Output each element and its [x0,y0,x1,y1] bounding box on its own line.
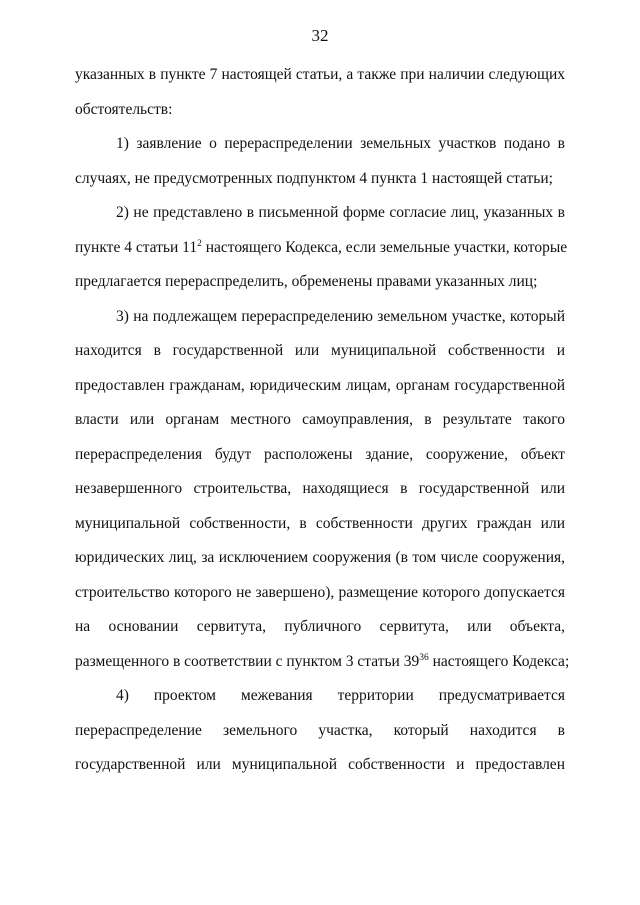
text-line: юридических лиц, за исключением сооружения (в том числе сооружения, [75,549,565,566]
text-line [75,231,568,266]
text-line: находится в государственной или муниципальной собственности и [75,342,565,359]
paragraph-intro [75,58,565,127]
text-line: на основании сервитута, публичного сервитута, или объекта, [75,618,565,635]
paragraph-item-3 [75,300,570,680]
paragraph-item-4 [75,679,565,783]
superscript: 2 [197,238,202,249]
text-line: 4) проектом межевания территории предусматривается [116,687,565,704]
document-body [75,58,570,783]
text-line: незавершенного строительства, находящиеся в государственной или [75,480,565,497]
text-line: предлагается перераспределить, обременены правами указанных лиц; [75,273,538,290]
text-line [75,645,570,680]
text-line: перераспределения будут расположены здание, сооружение, объект [75,445,565,463]
text-line: перераспределение земельного участка, который находится в [75,721,565,739]
text-line: 2) не представлено в письменной форме согласие лиц, указанных в [116,204,565,221]
text-line: случаях, не предусмотренных подпунктом 4 пункта 1 настоящей статьи; [75,169,553,187]
text-line: 3) на подлежащем перераспределению земельном участке, который [116,307,565,325]
text-segment: размещенного в соответствии с пунктом 3 статьи 39 [75,652,420,670]
superscript: 36 [419,652,429,663]
text-line: 1) заявление о перераспределении земельных участков подано в [116,135,565,152]
text-segment: пункте 4 статьи 11 [75,238,198,256]
page-number: 32 [311,26,329,45]
text-line: власти или органам местного самоуправления, в результате такого [75,411,565,428]
text-line: муниципальной собственности, в собственности других граждан или [75,514,565,532]
text-line: предоставлен гражданам, юридическим лицам, органам государственной [75,376,565,394]
text-line: обстоятельств: [75,100,173,118]
text-segment: настоящего Кодекса, если земельные участки, которые [201,238,568,256]
text-line: указанных в пункте 7 настоящей статьи, а также при наличии следующих [75,66,565,83]
text-line: строительство которого не завершено), размещение которого допускается [75,583,565,601]
paragraph-item-1 [75,127,565,196]
text-segment: настоящего Кодекса; [428,652,570,670]
text-line: государственной или муниципальной собственности и предоставлен [75,756,565,773]
paragraph-item-2 [75,196,568,300]
